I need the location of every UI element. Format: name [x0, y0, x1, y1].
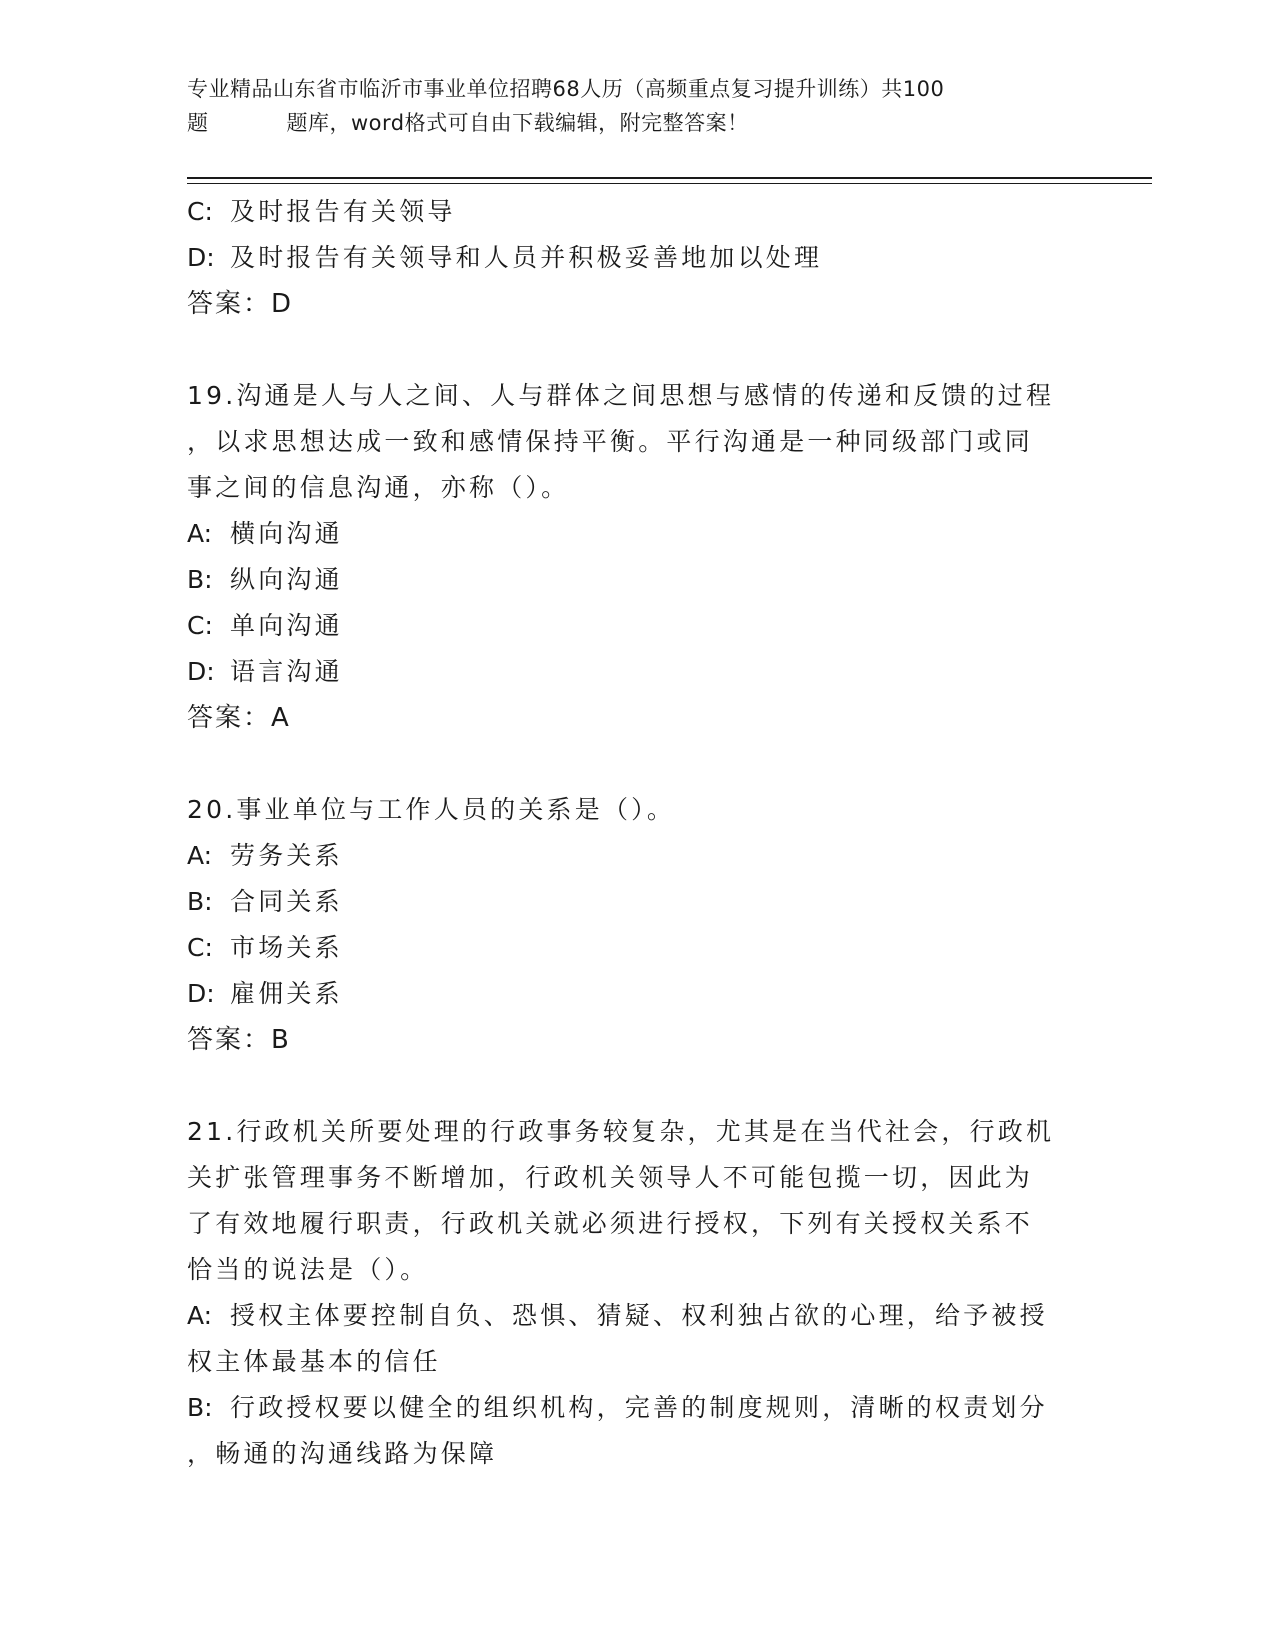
q20-option-a — [187, 833, 1077, 879]
q19-option-d — [187, 649, 1077, 695]
option-label: C: — [187, 933, 213, 962]
option-label: D: — [187, 979, 215, 1008]
q19-stem-line-1: 19.沟通是人与人之间、人与群体之间思想与感情的传递和反馈的过程 — [187, 381, 1055, 410]
option-text: 市场关系 — [230, 933, 343, 962]
q21-stem-line-3: 了有效地履行职责，行政机关就必须进行授权，下列有关授权关系不 — [187, 1209, 1034, 1238]
spacer — [187, 741, 1077, 787]
q20-answer: 答案：B — [187, 1025, 291, 1055]
option-text: 雇佣关系 — [230, 979, 343, 1008]
q21-option-b-line-1 — [187, 1385, 1077, 1431]
q21-stem-line-4: 恰当的说法是（）。 — [187, 1255, 429, 1284]
option-text: 语言沟通 — [230, 657, 343, 686]
spacer — [187, 1063, 1077, 1109]
q19-option-c — [187, 603, 1077, 649]
option-label: C: — [187, 197, 213, 226]
q19-option-b — [187, 557, 1077, 603]
q21-option-b-line-2: ，畅通的沟通线路为保障 — [187, 1439, 498, 1468]
option-text: 及时报告有关领导和人员并积极妥善地加以处理 — [230, 243, 823, 272]
option-text: 单向沟通 — [230, 611, 343, 640]
option-text: 横向沟通 — [230, 519, 343, 548]
q21-option-a-line-1 — [187, 1293, 1077, 1339]
header-line-2-right: 题库，word格式可自由下载编辑，附完整答案！ — [286, 111, 749, 135]
option-label: A: — [187, 519, 213, 548]
header-line-2 — [187, 106, 1087, 140]
prev-option-c — [187, 189, 1077, 235]
option-text: 及时报告有关领导 — [230, 197, 456, 226]
q21-stem-line-2: 关扩张管理事务不断增加，行政机关领导人不可能包揽一切，因此为 — [187, 1163, 1034, 1192]
option-text: 劳务关系 — [230, 841, 343, 870]
option-label: B: — [187, 1393, 213, 1422]
option-label: D: — [187, 657, 215, 686]
prev-answer: 答案：D — [187, 289, 294, 319]
option-text: 纵向沟通 — [230, 565, 343, 594]
prev-option-d — [187, 235, 1077, 281]
option-label: A: — [187, 1301, 213, 1330]
header-divider-thick — [187, 177, 1152, 179]
option-label: D: — [187, 243, 215, 272]
question-content — [187, 189, 1077, 1477]
page-header — [187, 72, 1087, 140]
header-line-1: 专业精品山东省市临沂市事业单位招聘68人历（高频重点复习提升训练）共100 — [187, 77, 945, 101]
header-gap — [209, 106, 287, 140]
q19-answer: 答案：A — [187, 703, 291, 733]
option-label: A: — [187, 841, 213, 870]
q20-stem-line-1: 20.事业单位与工作人员的关系是（）。 — [187, 795, 676, 824]
q20-option-c — [187, 925, 1077, 971]
option-label: C: — [187, 611, 213, 640]
option-text: 合同关系 — [230, 887, 343, 916]
option-text: 授权主体要控制自负、恐惧、猜疑、权利独占欲的心理，给予被授 — [230, 1301, 1048, 1330]
q20-option-b — [187, 879, 1077, 925]
q19-stem-line-3: 事之间的信息沟通，亦称（）。 — [187, 473, 570, 502]
q19-option-a — [187, 511, 1077, 557]
q19-stem-line-2: ，以求思想达成一致和感情保持平衡。平行沟通是一种同级部门或同 — [187, 427, 1034, 456]
option-label: B: — [187, 565, 213, 594]
header-divider-thin — [187, 183, 1152, 184]
q20-option-d — [187, 971, 1077, 1017]
option-text: 行政授权要以健全的组织机构，完善的制度规则，清晰的权责划分 — [230, 1393, 1048, 1422]
q21-stem-line-1: 21.行政机关所要处理的行政事务较复杂，尤其是在当代社会，行政机 — [187, 1117, 1055, 1146]
spacer — [187, 327, 1077, 373]
q21-option-a-line-2: 权主体最基本的信任 — [187, 1347, 441, 1376]
option-label: B: — [187, 887, 213, 916]
header-line-2-left: 题 — [187, 111, 209, 135]
